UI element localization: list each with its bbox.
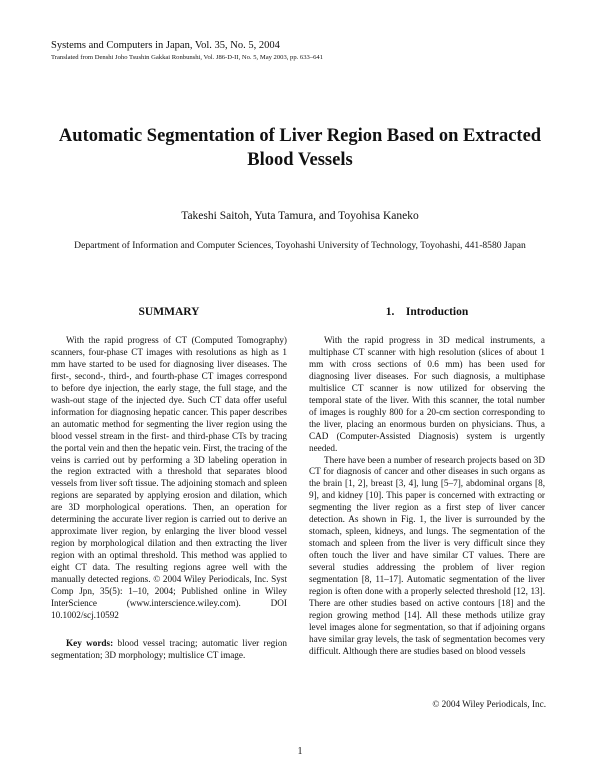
keywords-text: blood vessel tracing; automatic liver region segmentation; 3D morphology; multislice CT image. (51, 637, 288, 660)
page-number: 1 (297, 746, 303, 757)
paper-title: Automatic Segmentation of Liver Region Based on Extracted Blood Vessels (58, 126, 542, 170)
introduction-heading: 1. Introduction (385, 306, 469, 318)
intro-paragraph-1: With the rapid progress in 3D medical instruments, a multiphase CT scanner with high resolution (slices of about 1 mm with cross sections of 0.6 mm) has been used for diagnosing liver diseases. For such diagnosis, a multiphase multislice CT scanner is now utilized for observing the temporal state of the liver. With this scanner, the total number of images is roughly 800 for a 20-cm section corresponding to the liver, placing an enormous burden on physicians. Thus, a CAD (Computer-Assisted Diagnosis) system is urgently needed. (309, 335, 545, 453)
intro-paragraph-2: There have been a number of research projects based on 3D CT for diagnosis of cancer and other diseases in such organs as the brain [1, 2], breast [3, 4], lung [5–7], abdominal organs [8, 9], and kidney [10]. This paper is concerned with extracting or segmenting the liver region as a first step of liver cancer detection. As shown in Fig. 1, the liver is surrounded by the stomach, spleen, kidneys, and lungs. The segmentation of the stomach and spleen from the liver is very difficult since they often touch the liver and have similar CT values. There are several studies addressing the problem of liver region segmentation [8, 11–17]. Automatic segmentation of the liver region is often done with a properly selected threshold [12, 13]. There are other studies based on active contours [18] and the region growing method [14]. All these methods utilize gray level images alone for segmentation, so that if adjoining organs have similar gray levels, the task of segmentation becomes very difficult. Although there are studies based on blood vessels (309, 454, 545, 656)
journal-citation: Systems and Computers in Japan, Vol. 35, No. 5, 2004 (51, 40, 280, 51)
left-column (51, 303, 287, 662)
translation-source: Translated from Denshi Joho Tsushin Gakkai Ronbunshi, Vol. J86-D-II, No. 5, May 2003, pp. 633–641 (51, 54, 324, 61)
summary-heading: SUMMARY (138, 306, 200, 318)
abstract-text: With the rapid progress of CT (Computed Tomography) scanners, four-phase CT images with resolutions as high as 1 mm have started to be used for diagnosing liver diseases. The first-, second-, third-, and fourth-phase CT images correspond to before dye injection, the early stage, the full stage, and the wash-out stage of the injected dye. Such CT data offer useful information for diagnosing hepatic cancer. This paper describes an automatic method for segmenting the liver region using the blood vessel stream in the first- and third-phase CTs by tracing the portal vein and then the hepatic vein. First, the tracing of the veins is carried out by performing a 3D labeling operation in the region extracted with a threshold that separates blood vessels from liver soft tissue. The adjoining stomach and spleen regions are separated by applying erosion and dilation, which are 3D morphological operations. Then, an operation for determining the accurate liver region is carried out to derive an approximate liver region, by enlarging the liver blood vessel region by morphological dilation and then extracting the liver region with an optimal threshold. This method was applied to eight CT data. The resulting regions agree well with the manually detected regions. © 2004 Wiley Periodicals, Inc. Syst Comp Jpn, 35(5): 1–10, 2004; Published online in Wiley InterScience (www.interscience.wiley.com). DOI 10.1002/scj.10592 (51, 335, 287, 620)
copyright-notice: © 2004 Wiley Periodicals, Inc. (432, 699, 546, 709)
author-affiliation: Department of Information and Computer Sciences, Toyohashi University of Technology, Toyohashi, 441-8580 Japan (74, 240, 526, 251)
keywords (51, 638, 287, 662)
keywords-label: Key words: (66, 637, 114, 648)
right-column (309, 303, 545, 658)
author-list: Takeshi Saitoh, Yuta Tamura, and Toyohisa Kaneko (181, 210, 419, 222)
